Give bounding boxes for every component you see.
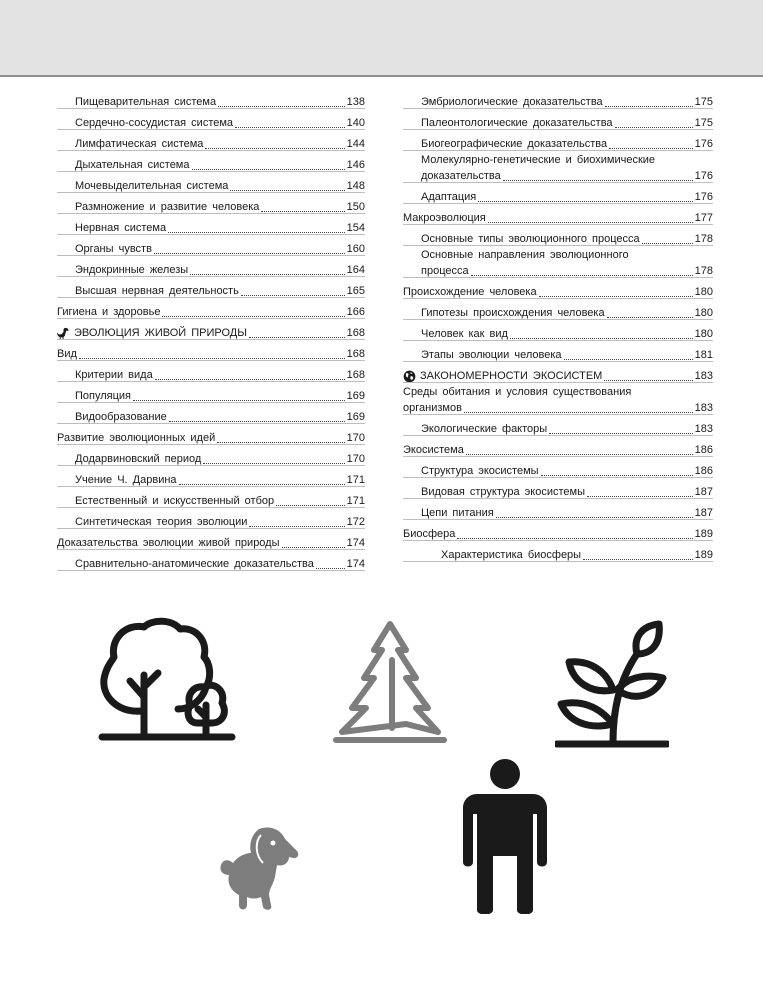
fir-tree-icon xyxy=(332,620,448,744)
dot-leader xyxy=(205,148,344,149)
toc-page-number: 171 xyxy=(346,474,365,486)
toc-entry-dodarvinovskiy-period xyxy=(57,445,365,466)
toc-page-number: 180 xyxy=(694,307,713,319)
toc-entry-title: Сравнительно-анатомические доказательства xyxy=(75,558,314,570)
toc-page-number: 181 xyxy=(694,349,713,361)
toc-page-number: 178 xyxy=(694,265,713,277)
dot-leader xyxy=(168,232,345,233)
dot-leader xyxy=(249,337,345,338)
dot-leader xyxy=(642,243,693,244)
toc-entry-proishozhdenie-cheloveka xyxy=(403,278,713,299)
toc-page-number: 168 xyxy=(346,327,365,339)
dot-leader xyxy=(179,484,345,485)
toc-entry-molekulyarno-geneticheskie-i-biohimiches xyxy=(403,151,713,183)
toc-entry-title: Характеристика биосферы xyxy=(441,549,582,561)
toc-page-number: 183 xyxy=(694,370,713,382)
toc-entry-dyhatelnaya-sistema xyxy=(57,151,365,172)
dot-leader xyxy=(464,412,693,413)
toc-page-number: 175 xyxy=(694,96,713,108)
toc-page-number: 172 xyxy=(346,516,365,528)
toc-entry-title: Цепи питания xyxy=(421,507,494,519)
toc-entry-etapy-evolyucii-cheloveka xyxy=(403,341,713,362)
toc-entry-title: Экологические факторы xyxy=(421,423,548,435)
toc-entry-title: Эндокринные железы xyxy=(75,264,189,276)
toc-entry-kriterii-vida xyxy=(57,361,365,382)
toc-page-number: 175 xyxy=(694,117,713,129)
dot-leader xyxy=(133,400,345,401)
dot-leader xyxy=(203,463,344,464)
toc-entry-title: Видовая структура экосистемы xyxy=(421,486,585,498)
dot-leader xyxy=(478,201,692,202)
toc-entry-title: Размножение и развитие человека xyxy=(75,201,260,213)
toc-page-number: 186 xyxy=(694,444,713,456)
toc-entry-title: Органы чувств xyxy=(75,243,152,255)
toc-entry-limfaticheskaya-sistema xyxy=(57,130,365,151)
toc-entry-title: Додарвиновский период xyxy=(75,453,202,465)
toc-page-number: 170 xyxy=(346,432,365,444)
dot-leader xyxy=(488,222,693,223)
dot-leader xyxy=(607,317,693,318)
toc-entry-serdechno-sosudistaya-sistema xyxy=(57,109,365,130)
toc-entry-title: ЗАКОНОМЕРНОСТИ ЭКОСИСТЕМ xyxy=(420,370,603,382)
dot-leader xyxy=(241,295,345,296)
toc-entry-title: Мочевыделительная система xyxy=(75,180,229,192)
toc-entry-nervnaya-sistema xyxy=(57,214,365,235)
toc-entry-organy-chuvstv xyxy=(57,235,365,256)
toc-page-number: 187 xyxy=(694,507,713,519)
dot-leader xyxy=(79,358,345,359)
toc-entry-title: Вид xyxy=(57,348,77,360)
toc-page-number: 187 xyxy=(694,486,713,498)
person-icon xyxy=(455,758,555,914)
dot-leader xyxy=(162,316,344,317)
toc-column-left xyxy=(57,88,365,571)
dot-leader xyxy=(605,106,693,107)
toc-page-number: 180 xyxy=(694,286,713,298)
toc-page-number: 186 xyxy=(694,465,713,477)
dot-leader xyxy=(282,547,345,548)
toc-entry-title: Учение Ч. Дарвина xyxy=(75,474,177,486)
toc-entry-zakonomernosti-ekosistem xyxy=(403,362,713,383)
toc-entry-title: Основные типы эволюционного процесса xyxy=(421,233,640,245)
dot-leader xyxy=(169,421,345,422)
dot-leader xyxy=(471,275,693,276)
toc-entry-pischevaritelnaya-sistema xyxy=(57,88,365,109)
toc-entry-dokazatelstva-evolyucii-zhivoy-prirody xyxy=(57,529,365,550)
toc-entry-struktura-ekosistemy xyxy=(403,457,713,478)
toc-page-number: 138 xyxy=(346,96,365,108)
toc-entry-biosfera xyxy=(403,520,713,541)
toc-entry-gipotezy-proishozhdeniya-cheloveka xyxy=(403,299,713,320)
toc-page-number: 169 xyxy=(346,390,365,402)
dot-leader xyxy=(541,475,693,476)
toc-entry-title: Критерии вида xyxy=(75,369,153,381)
toc-page-number: 169 xyxy=(346,411,365,423)
toc-entry-osnovnye-tipy-evolyucionnogo-processa xyxy=(403,225,713,246)
toc-entry-title: Эмбриологические доказательства xyxy=(421,96,603,108)
toc-entry-title-cont: процесса xyxy=(421,265,469,277)
toc-page-number: 166 xyxy=(346,306,365,318)
toc-page-number: 140 xyxy=(346,117,365,129)
toc-page-number: 180 xyxy=(694,328,713,340)
toc-page-number: 178 xyxy=(694,233,713,245)
toc-entry-razvitie-evolyucionnyh-idey xyxy=(57,424,365,445)
dot-leader xyxy=(249,526,344,527)
toc-entry-ekosistema xyxy=(403,436,713,457)
toc-page-number: 148 xyxy=(346,180,365,192)
toc-entry-title: Развитие эволюционных идей xyxy=(57,432,216,444)
toc-entry-adaptaciya xyxy=(403,183,713,204)
toc-entry-biogeograficheskie-dokazatelstva xyxy=(403,130,713,151)
toc-entry-title: Человек как вид xyxy=(421,328,508,340)
toc-entry-title: Видообразование xyxy=(75,411,167,423)
toc-entry-razmnozhenie-i-razvitie-cheloveka xyxy=(57,193,365,214)
toc-entry-embriologicheskie-dokazatelstva xyxy=(403,88,713,109)
toc-entry-title: Гигиена и здоровье xyxy=(57,306,161,318)
toc-entry-title: Естественный и искусственный отбор xyxy=(75,495,275,507)
toc-entry-harakteristika-biosfery xyxy=(403,541,713,562)
toc-page-number: 165 xyxy=(346,285,365,297)
toc-page-number: 144 xyxy=(346,138,365,150)
toc-entry-title: Синтетическая теория эволюции xyxy=(75,516,248,528)
dot-leader xyxy=(235,127,345,128)
toc-page-number: 164 xyxy=(346,264,365,276)
dot-leader xyxy=(192,169,345,170)
dot-leader xyxy=(609,148,693,149)
row-divider xyxy=(57,570,365,571)
toc-entry-title: Высшая нервная деятельность xyxy=(75,285,239,297)
toc-entry-title: Сердечно-сосудистая система xyxy=(75,117,234,129)
dot-leader xyxy=(549,433,692,434)
toc-entry-gigiena-i-zdorove xyxy=(57,298,365,319)
dot-leader xyxy=(583,559,693,560)
toc-entry-osnovnye-napravleniya-evolyucionnogo xyxy=(403,246,713,278)
dot-leader xyxy=(510,338,693,339)
toc-page-number: 189 xyxy=(694,549,713,561)
toc-entry-evolyuciya-zhivoy-prirody xyxy=(57,319,365,340)
deciduous-trees-icon xyxy=(98,617,236,745)
dot-leader xyxy=(457,538,692,539)
top-header-bar xyxy=(0,0,763,77)
toc-entry-title: ЭВОЛЮЦИЯ ЖИВОЙ ПРИРОДЫ xyxy=(74,327,247,339)
toc-entry-title-cont: доказательства xyxy=(421,170,501,182)
toc-page-number: 183 xyxy=(694,423,713,435)
dot-leader xyxy=(503,180,693,181)
toc-page-number: 168 xyxy=(346,369,365,381)
toc-entry-vysshaya-nervnaya-deyatelnost xyxy=(57,277,365,298)
toc-entry-title: Популяция xyxy=(75,390,132,402)
toc-entry-makroevolyuciya xyxy=(403,204,713,225)
dot-leader xyxy=(218,106,345,107)
dot-leader xyxy=(154,253,345,254)
toc-entry-title: Палеонтологические доказательства xyxy=(421,117,613,129)
toc-entry-title: Адаптация xyxy=(421,191,477,203)
dot-leader xyxy=(615,127,693,128)
toc-entry-title: Основные направления эволюционного xyxy=(421,249,629,261)
toc-page-number: 160 xyxy=(346,243,365,255)
toc-entry-title: Дыхательная система xyxy=(75,159,190,171)
dot-leader xyxy=(230,190,344,191)
dot-leader xyxy=(217,442,344,443)
dot-leader xyxy=(316,568,345,569)
toc-page-number: 177 xyxy=(694,212,713,224)
dot-leader xyxy=(190,274,344,275)
toc-entry-sredy-obitaniya-i-usloviya-suschestvovan xyxy=(403,383,713,415)
toc-entry-title: Лимфатическая система xyxy=(75,138,204,150)
toc-page-number: 154 xyxy=(346,222,365,234)
toc-entry-ekologicheskie-faktory xyxy=(403,415,713,436)
toc-entry-title: Молекулярно-генетические и биохимические xyxy=(421,154,656,166)
dot-leader xyxy=(496,517,693,518)
toc-entry-title: Доказательства эволюции живой природы xyxy=(57,537,280,549)
toc-page-number: 189 xyxy=(694,528,713,540)
toc-entry-title: Биогеографические доказательства xyxy=(421,138,608,150)
sprout-icon xyxy=(555,620,669,748)
toc-page-number: 150 xyxy=(346,201,365,213)
toc-page-number: 174 xyxy=(346,537,365,549)
toc-entry-mochevydelitelnaya-sistema xyxy=(57,172,365,193)
toc-page-number: 171 xyxy=(346,495,365,507)
toc-entry-chelovek-kak-vid xyxy=(403,320,713,341)
toc-page-number: 183 xyxy=(694,402,713,414)
toc-entry-estestvennyy-i-iskusstvennyy-otbor xyxy=(57,487,365,508)
dot-leader xyxy=(604,380,692,381)
toc-entry-title: Структура экосистемы xyxy=(421,465,539,477)
toc-entry-populyaciya xyxy=(57,382,365,403)
toc-column-right xyxy=(403,88,713,562)
toc-page-number: 176 xyxy=(694,191,713,203)
toc-entry-cepi-pitaniya xyxy=(403,499,713,520)
toc-entry-title-cont: организмов xyxy=(403,402,462,414)
toc-entry-title: Среды обитания и условия существования xyxy=(403,386,632,398)
toc-page-number: 176 xyxy=(694,170,713,182)
toc-entry-vid xyxy=(57,340,365,361)
toc-entry-title: Этапы эволюции человека xyxy=(421,349,562,361)
toc-page-number: 146 xyxy=(346,159,365,171)
toc-page-number: 174 xyxy=(346,558,365,570)
toc-entry-sinteticheskaya-teoriya-evolyucii xyxy=(57,508,365,529)
dot-leader xyxy=(466,454,693,455)
toc-entry-title: Происхождение человека xyxy=(403,286,537,298)
dot-leader xyxy=(587,496,693,497)
toc-page-number: 176 xyxy=(694,138,713,150)
toc-entry-endokrinnye-zhelezy xyxy=(57,256,365,277)
toc-entry-title: Нервная система xyxy=(75,222,167,234)
toc-entry-uchenie-ch-darvina xyxy=(57,466,365,487)
dot-leader xyxy=(261,211,344,212)
row-divider xyxy=(403,561,713,562)
toc-entry-paleontologicheskie-dokazatelstva xyxy=(403,109,713,130)
toc-page-number: 168 xyxy=(346,348,365,360)
dot-leader xyxy=(276,505,345,506)
toc-entry-title: Макроэволюция xyxy=(403,212,486,224)
toc-entry-title: Биосфера xyxy=(403,528,456,540)
toc-entry-title: Экосистема xyxy=(403,444,464,456)
dot-leader xyxy=(539,296,693,297)
toc-entry-vidoobrazovanie xyxy=(57,403,365,424)
dot-leader xyxy=(564,359,693,360)
dot-leader xyxy=(155,379,345,380)
toc-page-number: 170 xyxy=(346,453,365,465)
toc-entry-sravnitelno-anatomicheskie-dokazatelstva xyxy=(57,550,365,571)
toc-entry-title: Гипотезы происхождения человека xyxy=(421,307,605,319)
toc-entry-title: Пищеварительная система xyxy=(75,96,217,108)
toc-entry-vidovaya-struktura-ekosistemy xyxy=(403,478,713,499)
dog-icon xyxy=(217,825,301,913)
